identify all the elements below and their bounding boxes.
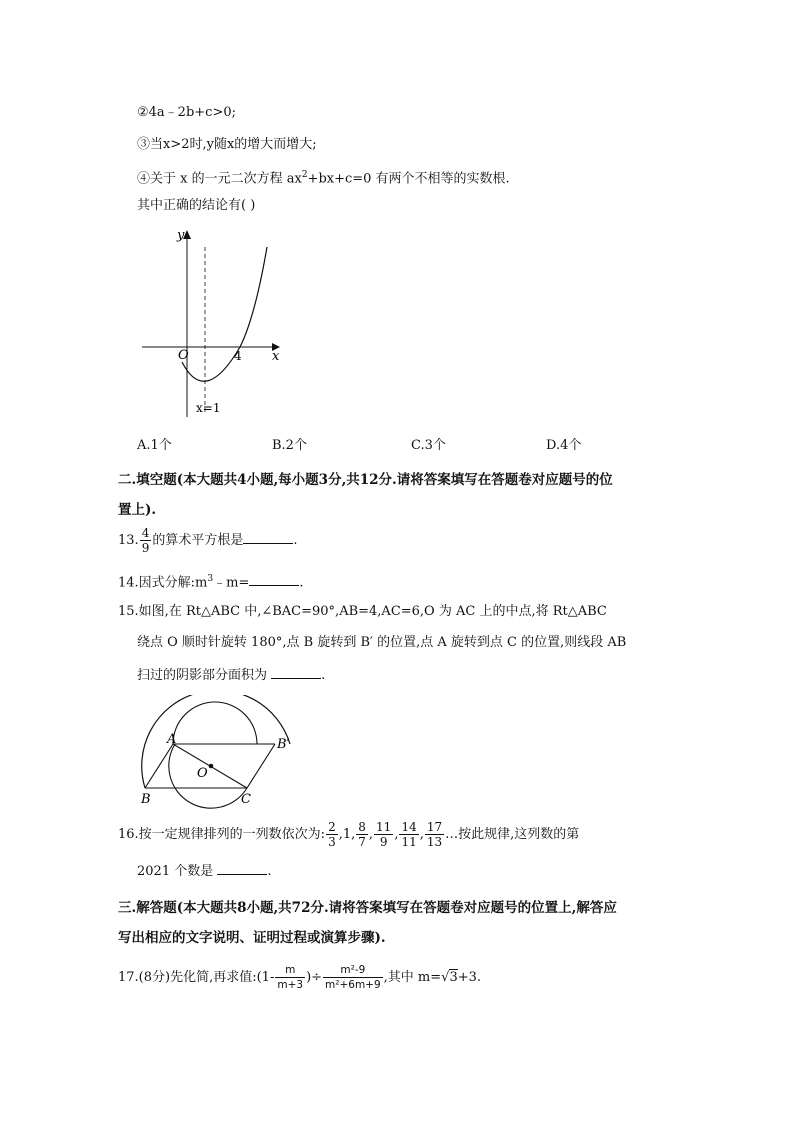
question-14: 14.因式分解$:m^3﹣m=$ . [118, 574, 304, 591]
answer-blank [249, 573, 299, 586]
fraction: $\frac{8}{7}$ [358, 820, 366, 849]
answer-blank [271, 666, 321, 679]
axis-label: x=1 [196, 401, 221, 415]
parabola-graph [130, 222, 300, 422]
segment-cb-prime [247, 744, 275, 788]
sqrt-icon: √ [441, 970, 450, 985]
section3-heading-2: 写出相应的文字说明、证明过程或演算步骤). [118, 930, 386, 946]
label-b-prime: B′ [277, 737, 290, 752]
fraction: $\frac{m}{m+3}$ [277, 964, 304, 991]
question-15-line-3: 扫过的阴影部分面积为 . [137, 668, 326, 683]
question-17: 17.(8分)先化简,再求值:(1- $\frac{m}{m+3}$ )÷ $\frac{\text{m²-9}}{\text{m²+6m+9}}$ ,其中 m=√3+3. [118, 964, 482, 991]
section2-heading-1: 二.填空题(本大题共4小题,每小题3分,共12分.请将答案填写在答题卷对应题号的位 [118, 472, 613, 488]
fraction: $\frac{4}{9}$ [141, 526, 150, 555]
question-13: 13. $\frac{4}{9}$ 的算术平方根是 . [118, 526, 298, 555]
question-15-line-2: 绕点 O 顺时针旋转 180°,点 B 旋转到 B′ 的位置,点 A 旋转到点 C 的位置,则线段 AB [137, 635, 627, 650]
choice-d: D.4个 [546, 438, 582, 453]
item-2: ②4a﹣2b+c>0; [137, 105, 236, 120]
fraction: $\frac{2}{3}$ [328, 820, 336, 849]
center-point [209, 764, 214, 769]
answer-blank [243, 531, 293, 544]
question-15-line-1: 15.如图,在 Rt△ABC 中,∠BAC=90°,AB=4,AC=6,O 为 AC 上的中点,将 Rt△ABC [118, 604, 607, 619]
fraction: $\frac{\text{m²-9}}{\text{m²+6m+9}}$ [325, 964, 381, 991]
fraction: $\frac{11}{9}$ [376, 820, 392, 849]
fraction: $\frac{17}{13}$ [426, 820, 443, 849]
y-label: y [177, 228, 185, 243]
inner-arc [173, 702, 257, 744]
parabola-curve [182, 247, 267, 381]
outer-arc [142, 695, 290, 788]
question-prompt: 其中正确的结论有( ) [137, 198, 256, 213]
x-label: x [272, 349, 280, 364]
lower-arc [169, 744, 247, 808]
question-16-line-2: 2021 个数是 . [137, 864, 272, 879]
answer-blank [217, 862, 267, 875]
rotation-figure [135, 695, 310, 810]
label-o: O [197, 766, 208, 781]
section2-heading-2: 置上). [118, 502, 157, 518]
item-4: ④关于 x 的一元二次方程 $ax^2+bx+c=0$ 有两个不相等的实数根. [137, 170, 510, 187]
origin-label: O [178, 348, 189, 363]
choice-c: C.3个 [411, 438, 446, 453]
fraction: $\frac{14}{11}$ [401, 820, 417, 849]
root-label: 4 [234, 349, 242, 363]
label-c: C [241, 792, 251, 807]
item-3: ③当x>2时,y随x的增大而增大; [137, 137, 317, 152]
question-16-line-1: 16.按一定规律排列的一列数依次为: $\frac{2}{3}$ ,1, $\frac{8}{7}$ , $\frac{11}{9}$ , $\frac{14}{11}$ , $\frac{17}{13}$ …按此规律,这列数的第 [118, 820, 580, 849]
label-b: B [141, 792, 151, 807]
choice-a: A.1个 [137, 438, 172, 453]
label-a: A [167, 732, 177, 747]
choice-b: B.2个 [272, 438, 307, 453]
section3-heading-1: 三.解答题(本大题共8小题,共72分.请将答案填写在答题卷对应题号的位置上,解答应 [118, 900, 617, 916]
